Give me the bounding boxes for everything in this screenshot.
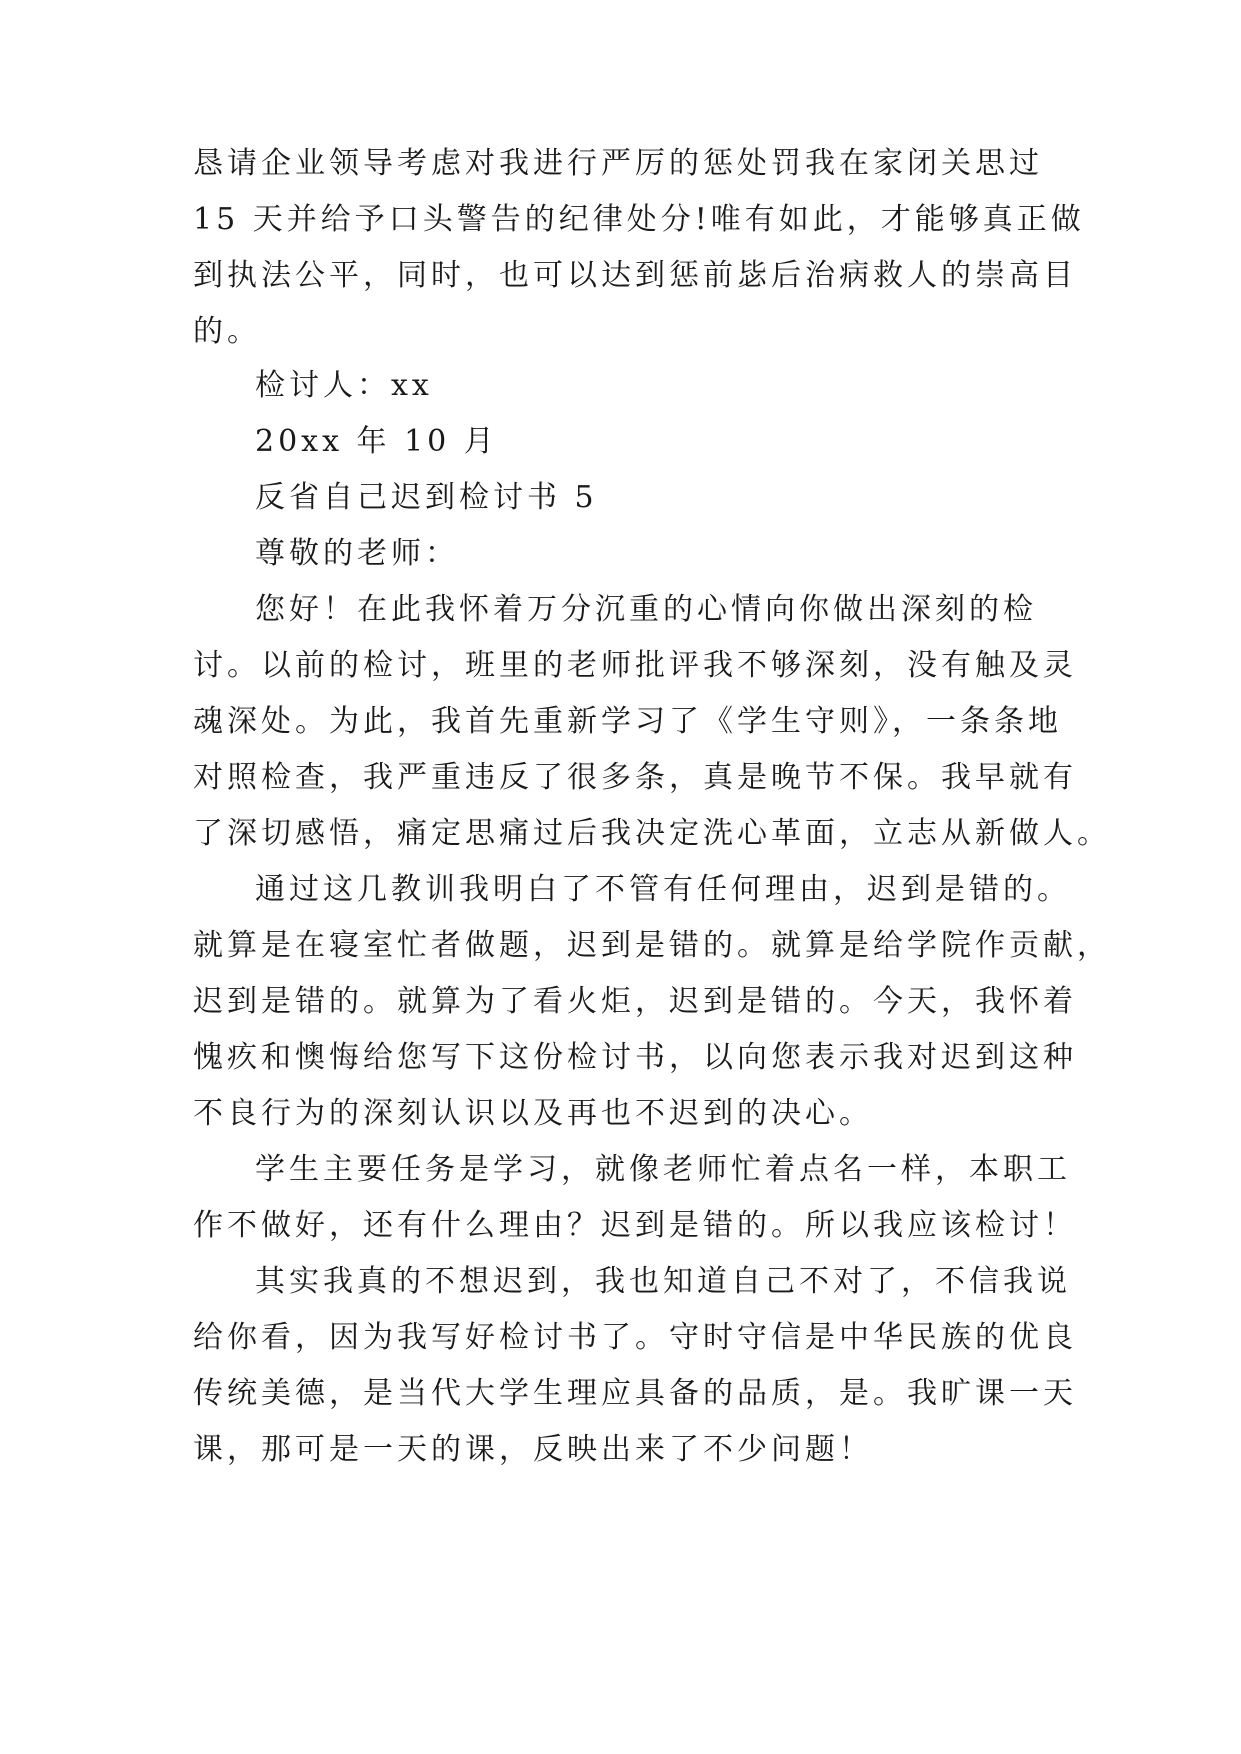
paragraph-line: 您好！在此我怀着万分沉重的心情向你做出深刻的检 xyxy=(255,592,1037,627)
paragraph-line: 其实我真的不想迟到，我也知道自己不对了，不信我说 xyxy=(255,1264,1071,1299)
paragraph-line: 传统美德，是当代大学生理应具备的品质，是。我旷课一天 xyxy=(193,1376,1077,1411)
paragraph-line: 作不做好，还有什么理由？迟到是错的。所以我应该检讨！ xyxy=(193,1208,1077,1243)
date-line: 20xx 年 10 月 xyxy=(255,424,498,459)
paragraph-line: 通过这几教训我明白了不管有任何理由，迟到是错的。 xyxy=(255,872,1071,907)
paragraph-line: 学生主要任务是学习，就像老师忙着点名一样，本职工 xyxy=(255,1152,1071,1187)
paragraph-line: 就算是在寝室忙者做题，迟到是错的。就算是给学院作贡献， xyxy=(193,928,1111,963)
paragraph-line: 不良行为的深刻认识以及再也不迟到的决心。 xyxy=(193,1096,873,1131)
paragraph-line: 愧疚和懊悔给您写下这份检讨书，以向您表示我对迟到这种 xyxy=(193,1040,1077,1075)
paragraph-line: 魂深处。为此，我首先重新学习了《学生守则》，一条条地 xyxy=(193,704,1062,739)
paragraph-line: 讨。以前的检讨，班里的老师批评我不够深刻，没有触及灵 xyxy=(193,648,1077,683)
paragraph-line: 课，那可是一天的课，反映出来了不少问题！ xyxy=(193,1432,873,1467)
paragraph-line: 对照检查，我严重违反了很多条，真是晚节不保。我早就有 xyxy=(193,760,1077,795)
paragraph-line: 了深切感悟，痛定思痛过后我决定洗心革面，立志从新做人。 xyxy=(193,816,1111,851)
body-line: 到执法公平，同时，也可以达到惩前毖后治病救人的崇高目 xyxy=(193,258,1077,293)
paragraph-line: 迟到是错的。就算为了看火炬，迟到是错的。今天，我怀着 xyxy=(193,984,1077,1019)
body-line: 恳请企业领导考虑对我进行严厉的惩处罚我在家闭关思过 xyxy=(193,146,1043,181)
paragraph-line: 给你看，因为我写好检讨书了。守时守信是中华民族的优良 xyxy=(193,1320,1077,1355)
signature-line: 检讨人：xx xyxy=(255,368,433,403)
body-line: 的。 xyxy=(193,314,261,349)
section-title: 反省自己迟到检讨书 5 xyxy=(255,480,598,515)
body-line: 15 天并给予口头警告的纪律处分!唯有如此，才能够真正做 xyxy=(193,202,1085,237)
salutation: 尊敬的老师： xyxy=(255,536,459,571)
